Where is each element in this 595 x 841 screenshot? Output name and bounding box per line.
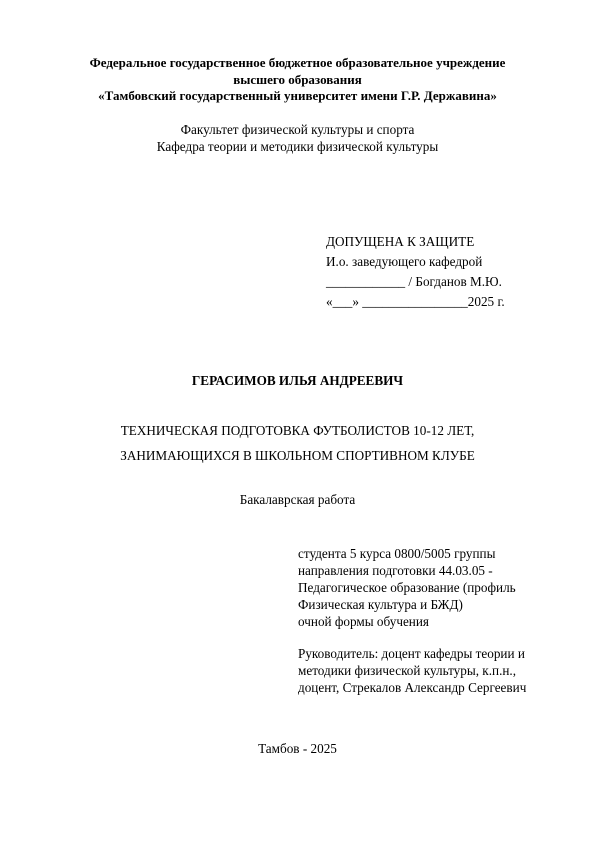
approval-position: И.о. заведующего кафедрой — [326, 254, 483, 269]
faculty-name: Факультет физической культуры и спорта — [180, 122, 415, 137]
student-info — [298, 545, 516, 630]
institution-line-3: «Тамбовский государственный университет имени Г.Р. Державина» — [98, 88, 497, 103]
supervisor-info — [298, 645, 526, 696]
thesis-title-line-1: ТЕХНИЧЕСКАЯ ПОДГОТОВКА ФУТБОЛИСТОВ 10-12 ЛЕТ, — [120, 423, 475, 438]
thesis-title — [0, 418, 595, 468]
student-info-line-3: Педагогическое образование (профиль — [298, 580, 516, 595]
approval-date: «___» ________________2025 г. — [326, 294, 505, 309]
work-type: Бакалаврская работа — [239, 492, 356, 507]
supervisor-line-2: методики физической культуры, к.п.н., — [298, 663, 517, 678]
city-year: Тамбов - 2025 — [258, 741, 337, 756]
institution-line-2: высшего образования — [233, 71, 362, 87]
approval-heading: ДОПУЩЕНА К ЗАЩИТЕ — [326, 234, 475, 249]
student-info-line-2: направления подготовки 44.03.05 - — [298, 563, 493, 578]
author-name: ГЕРАСИМОВ ИЛЬЯ АНДРЕЕВИЧ — [191, 373, 404, 388]
approval-block — [326, 232, 505, 312]
faculty-block — [0, 121, 595, 155]
thesis-title-line-2: ЗАНИМАЮЩИХСЯ В ШКОЛЬНОМ СПОРТИВНОМ КЛУБЕ — [120, 448, 475, 463]
student-info-line-1: студента 5 курса 0800/5005 группы — [298, 546, 496, 561]
department-name: Кафедра теории и методики физической культуры — [156, 139, 439, 154]
student-info-line-5: очной формы обучения — [298, 614, 429, 629]
supervisor-line-3: доцент, Стрекалов Александр Сергеевич — [298, 680, 527, 695]
institution-header — [0, 55, 595, 105]
approval-signature: ____________ / Богданов М.Ю. — [326, 274, 502, 289]
supervisor-line-1: Руководитель: доцент кафедры теории и — [298, 646, 525, 661]
institution-line-1: Федеральное государственное бюджетное образовательное учреждение — [89, 55, 506, 70]
student-info-line-4: Физическая культура и БЖД) — [298, 597, 463, 612]
